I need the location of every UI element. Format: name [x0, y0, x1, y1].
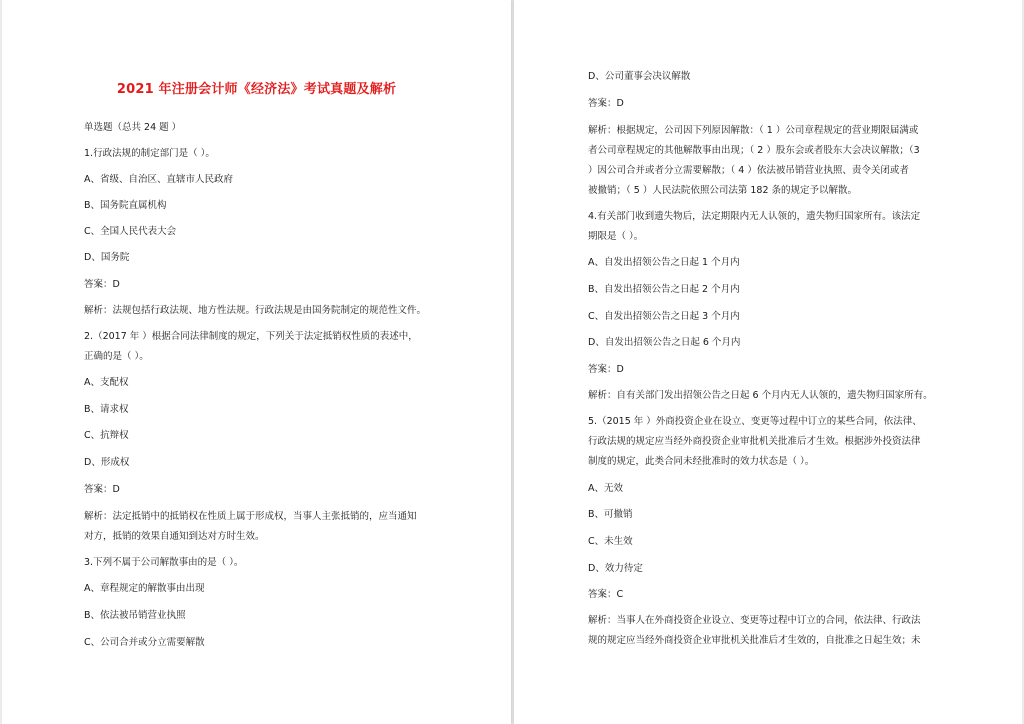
q5-stem-line-2: 行政法规的规定应当经外商投资企业审批机关批准后才生效。根据涉外投资法律: [588, 436, 921, 447]
q5-answer: 答案：C: [588, 589, 624, 600]
q4-analysis: 解析：自有关部门发出招领公告之日起 6 个月内无人认领的，遗失物归国家所有。: [588, 390, 933, 401]
q4-stem-line-1: 4.有关部门收到遗失物后，法定期限内无人认领的，遗失物归国家所有。该法定: [588, 211, 921, 222]
document-page-left: [2, 0, 511, 724]
q2-option-a: A、支配权: [84, 377, 129, 388]
q2-stem-line-1: 2.（2017 年 ）根据合同法律制度的规定，下列关于法定抵销权性质的表述中，: [84, 331, 418, 342]
q1-answer: 答案：D: [84, 279, 120, 290]
q4-option-b: B、自发出招领公告之日起 2 个月内: [588, 284, 740, 295]
q5-stem-line-1: 5.（2015 年 ）外商投资企业在设立、变更等过程中订立的某些合同，依法律、: [588, 416, 922, 427]
q3-option-d: D、公司董事会决议解散: [588, 71, 691, 82]
q4-answer: 答案：D: [588, 364, 624, 375]
section-heading: 单选题（总共 24 题 ）: [84, 122, 182, 133]
q3-analysis-line-3: ）因公司合并或者分立需要解散；（ 4 ）依法被吊销营业执照、责令关闭或者: [588, 165, 909, 176]
q5-option-d: D、效力待定: [588, 563, 643, 574]
document-page-right: [514, 0, 1022, 724]
q3-stem: 3.下列不属于公司解散事由的是（ ）。: [84, 557, 244, 568]
q5-analysis-line-2: 规的规定应当经外商投资企业审批机关批准后才生效的，自批准之日起生效；未: [588, 635, 921, 646]
q3-analysis-line-2: 者公司章程规定的其他解散事由出现；（ 2 ）股东会或者股东大会决议解散；（3: [588, 145, 920, 156]
q2-analysis-line-1: 解析：法定抵销中的抵销权在性质上属于形成权，当事人主张抵销的，应当通知: [84, 511, 417, 522]
q3-option-c: C、公司合并或分立需要解散: [84, 637, 205, 648]
q1-stem: 1.行政法规的制定部门是（ ）。: [84, 148, 215, 159]
q4-option-c: C、自发出招领公告之日起 3 个月内: [588, 311, 740, 322]
q1-option-b: B、国务院直属机构: [84, 200, 167, 211]
q5-option-b: B、可撤销: [588, 509, 633, 520]
q3-analysis-line-1: 解析：根据规定，公司因下列原因解散：（ 1 ）公司章程规定的营业期限届满或: [588, 125, 919, 136]
q1-option-d: D、国务院: [84, 252, 130, 263]
q5-stem-line-3: 制度的规定，此类合同未经批准时的效力状态是（ ）。: [588, 456, 815, 467]
q2-option-b: B、请求权: [84, 404, 129, 415]
q3-answer: 答案：D: [588, 98, 624, 109]
q4-stem-line-2: 期限是（ ）。: [588, 231, 644, 242]
q3-analysis-line-4: 被撤销；（ 5 ）人民法院依照公司法第 182 条的规定予以解散。: [588, 185, 858, 196]
q4-option-d: D、自发出招领公告之日起 6 个月内: [588, 337, 741, 348]
q2-answer: 答案：D: [84, 484, 120, 495]
q1-option-a: A、省级、自治区、直辖市人民政府: [84, 174, 233, 185]
q5-option-a: A、无效: [588, 483, 623, 494]
q3-option-b: B、依法被吊销营业执照: [84, 610, 186, 621]
q2-analysis-line-2: 对方，抵销的效果自通知到达对方时生效。: [84, 531, 265, 542]
q2-option-c: C、抗辩权: [84, 430, 129, 441]
q1-option-c: C、全国人民代表大会: [84, 226, 177, 237]
q2-stem-line-2: 正确的是（ ）。: [84, 351, 149, 362]
q4-option-a: A、自发出招领公告之日起 1 个月内: [588, 257, 740, 268]
q3-option-a: A、章程规定的解散事由出现: [84, 583, 205, 594]
q1-analysis: 解析：法规包括行政法规、地方性法规。行政法规是由国务院制定的规范性文件。: [84, 305, 427, 316]
q2-option-d: D、形成权: [84, 457, 130, 468]
document-title: 2021 年注册会计师《经济法》考试真题及解析: [116, 82, 397, 97]
q5-analysis-line-1: 解析：当事人在外商投资企业设立、变更等过程中订立的合同，依法律、行政法: [588, 615, 921, 626]
q5-option-c: C、未生效: [588, 536, 633, 547]
